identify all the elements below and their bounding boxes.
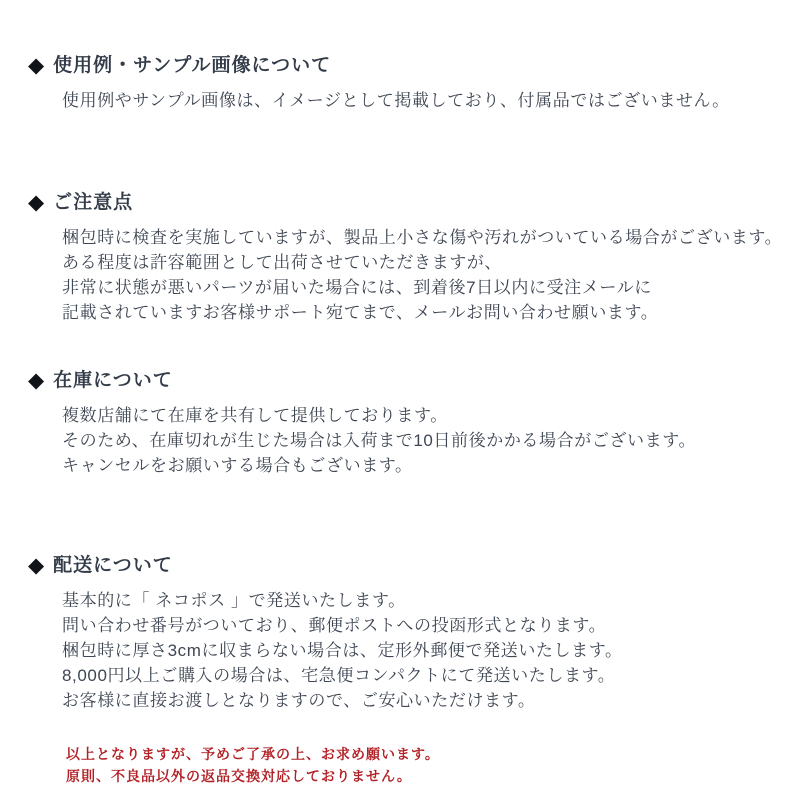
section-body-line: 複数店舗にて在庫を共有して提供しております。 — [62, 406, 448, 425]
section-body — [62, 225, 800, 325]
section-usage-sample-images — [28, 53, 800, 113]
section-body-line: 梱包時に厚さ3cmに収まらない場合は、定形外郵便で発送いたします。 — [62, 641, 623, 660]
diamond-icon: ◆ — [28, 191, 46, 214]
section-body-line: 使用例やサンプル画像は、イメージとして掲載しており、付属品ではございません。 — [62, 91, 730, 110]
notice-text — [66, 743, 800, 787]
section-heading — [28, 53, 800, 79]
section-heading — [28, 190, 800, 216]
section-shipping — [28, 553, 800, 713]
section-body-line: 記載されていますお客様サポート宛てまで、メールお問い合わせ願います。 — [62, 303, 659, 322]
section-title: 使用例・サンプル画像について — [53, 55, 332, 76]
notice-line: 原則、不良品以外の返品交換対応しておりません。 — [66, 768, 412, 784]
section-body-line: お客様に直接お渡しとなりますので、ご安心いただけます。 — [62, 691, 536, 710]
section-body-line: そのため、在庫切れが生じた場合は入荷まで10日前後かかる場合がございます。 — [62, 431, 697, 450]
section-body-line: 問い合わせ番号がついており、郵便ポストへの投函形式となります。 — [62, 616, 607, 635]
section-body-line: ある程度は許容範囲として出荷させていただきますが、 — [62, 253, 502, 272]
section-body-line: 梱包時に検査を実施していますが、製品上小さな傷や汚れがついている場合がございます。 — [62, 228, 783, 247]
diamond-icon: ◆ — [28, 554, 46, 577]
section-heading — [28, 368, 800, 394]
diamond-icon: ◆ — [28, 369, 46, 392]
section-body-line: 基本的に「 ネコポス 」で発送いたします。 — [62, 591, 406, 610]
section-title: 在庫について — [53, 370, 173, 391]
diamond-icon: ◆ — [28, 54, 46, 77]
section-title: ご注意点 — [53, 192, 134, 213]
section-body-line: キャンセルをお願いする場合もございます。 — [62, 456, 413, 475]
section-title: 配送について — [53, 555, 173, 576]
section-body — [62, 403, 800, 478]
section-body-line: 8,000円以上ご購入の場合は、宅急便コンパクトにて発送いたします。 — [62, 666, 616, 685]
section-heading — [28, 553, 800, 579]
section-stock — [28, 368, 800, 478]
section-body — [62, 588, 800, 713]
notice-line: 以上となりますが、予めご了承の上、お求め願います。 — [66, 746, 440, 762]
section-body-line: 非常に状態が悪いパーツが届いた場合には、到着後7日以内に受注メールに — [62, 278, 652, 297]
section-cautions — [28, 190, 800, 325]
section-body — [62, 88, 800, 113]
